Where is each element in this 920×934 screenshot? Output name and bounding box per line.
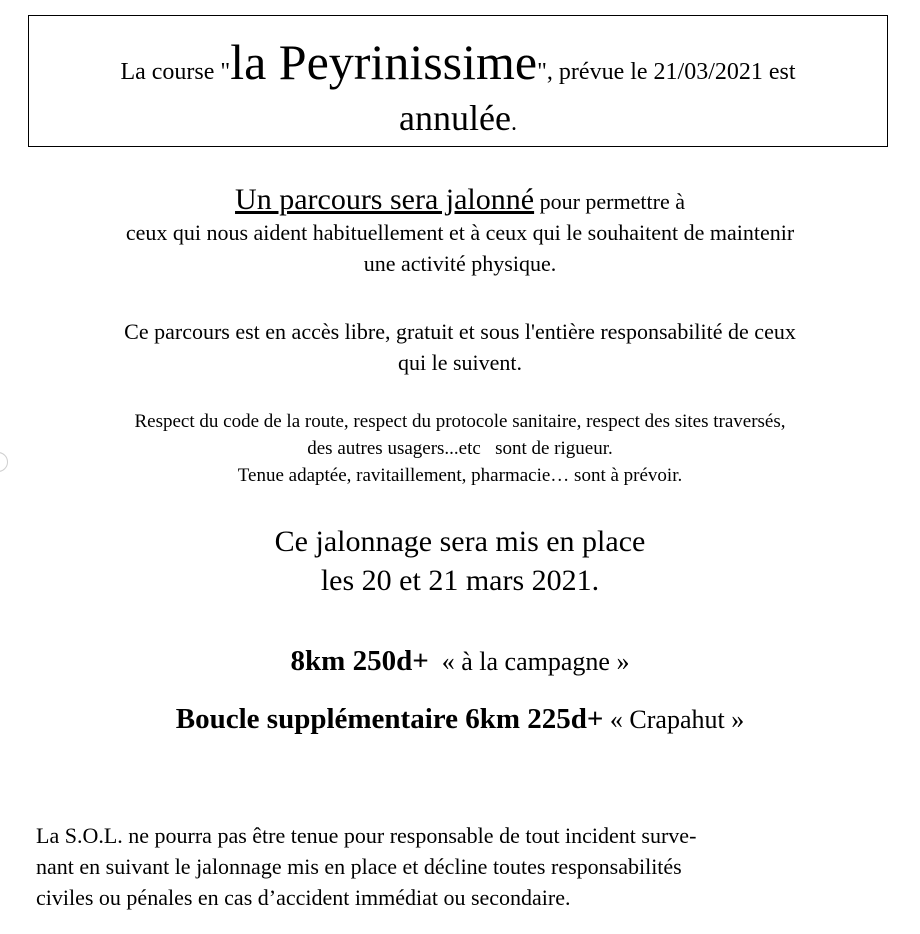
rules-paragraph [0,408,920,489]
disclaimer-line-2: nant en suivant le jalonnage mis en place et décline toutes responsabilités [36,854,682,879]
status-word: annulée [399,98,511,138]
schedule-paragraph [0,522,920,600]
cancellation-banner [28,15,888,147]
route-main [0,645,920,678]
intro-paragraph [0,184,920,279]
rules-line-1: Respect du code de la route, respect du protocole sanitaire, respect des sites traversés, [134,411,786,432]
status-period: . [510,110,517,136]
intro-line-2: ceux qui nous aident habituellement et à ceux qui le souhaitent de maintenir [125,220,795,245]
access-line-1: Ce parcours est en accès libre, gratuit et sous l'entière responsabilité de ceux [124,319,796,344]
banner-suffix: ", prévue le 21/03/2021 est [537,59,796,85]
rules-line-3: Tenue adaptée, ravitaillement, pharmacie… sont à prévoir. [237,465,683,486]
intro-line-1 [0,184,920,217]
banner-headline [29,33,887,91]
intro-after-emphasis: pour permettre à [534,189,685,214]
banner-status [29,97,887,139]
disclaimer-line-1: La S.O.L. ne pourra pas être tenue pour responsable de tout incident surve- [36,823,697,848]
schedule-line-2: les 20 et 21 mars 2021. [320,564,600,597]
race-name: la Peyrinissime [230,34,538,90]
intro-emphasis: Un parcours sera jalonné [235,183,535,216]
route-extra-name: « Crapahut » [603,705,745,734]
route-main-distance: 8km 250d+ [290,645,429,677]
route-extra-distance: Boucle supplémentaire 6km 225d+ [175,703,604,735]
route-main-name: « à la campagne » [428,647,630,676]
disclaimer-line-3: civiles ou pénales en cas d’accident immédiat ou secondaire. [36,885,571,910]
schedule-line-1: Ce jalonnage sera mis en place [274,525,646,558]
route-extra-loop [0,703,920,736]
banner-prefix: La course " [120,59,231,85]
rules-line-2: des autres usagers...etc sont de rigueur. [307,438,613,459]
disclaimer-paragraph [36,820,874,913]
access-paragraph [0,316,920,378]
intro-line-3: une activité physique. [363,251,557,276]
access-line-2: qui le suivent. [397,350,523,375]
